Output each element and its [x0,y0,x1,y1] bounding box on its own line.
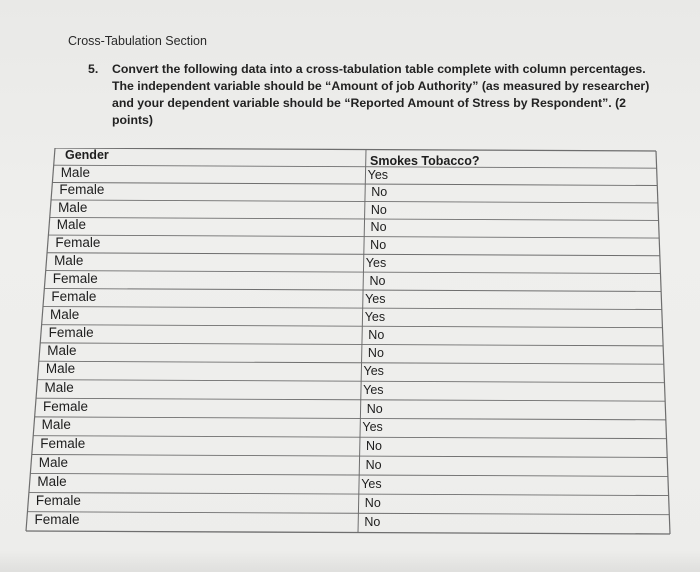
row-line [30,473,668,476]
cell-gender: Female [55,234,101,250]
cell-smokes: No [370,220,387,235]
cell-gender: Male [38,454,69,470]
row-line [47,253,660,256]
row-line [36,398,665,401]
cell-smokes: No [364,496,381,511]
row-line [35,417,666,420]
cell-gender: Male [49,306,80,322]
row-line [26,531,670,534]
cell-gender: Female [59,182,105,198]
section-title: Cross-Tabulation Section [68,34,207,48]
cell-smokes: No [367,346,384,361]
column-header-smokes: Smokes Tobacco? [370,154,480,168]
cell-smokes: No [370,237,387,252]
row-line [27,512,669,515]
question-number: 5. [88,62,99,76]
column-header-gender: Gender [65,148,109,162]
cell-gender: Male [47,343,77,359]
cell-gender: Male [45,361,76,377]
cell-gender: Male [56,217,86,233]
cell-gender: Male [58,199,88,215]
cell-gender: Male [54,252,84,268]
row-line [37,380,664,383]
table-grid [22,148,677,543]
row-line [40,343,663,346]
cell-gender: Female [34,512,80,528]
cell-smokes: No [366,401,383,416]
row-line [32,455,667,458]
cell-smokes: Yes [365,255,387,270]
cell-smokes: Yes [367,167,389,182]
row-line [29,493,669,496]
row-line [48,235,659,238]
cell-gender: Female [51,288,97,304]
cell-smokes: No [369,273,386,288]
cell-smokes: Yes [365,291,386,306]
cell-gender: Male [37,474,67,489]
cell-smokes: No [365,439,382,454]
cell-gender: Female [43,398,89,414]
cell-smokes: Yes [363,364,384,379]
cell-gender: Female [40,436,86,452]
cell-gender: Male [44,379,74,395]
cell-smokes: No [365,457,382,472]
cell-gender: Female [48,324,94,340]
row-line [44,288,661,291]
cell-gender: Male [60,164,90,180]
row-line [55,148,656,151]
question-text: Convert the following data into a cross-tabulation table complete with column percentages. The independent variable should be “Amount of job Authority” (as measured by researcher) and your dependent variable should be “Reported Amount of Stress by Respondent”. (2 points) [112,62,650,127]
cell-smokes: No [370,202,387,217]
row-line [46,271,661,274]
row-line [43,307,662,310]
cell-smokes: Yes [363,382,384,397]
question-5 [88,61,658,129]
cell-smokes: No [364,515,381,530]
cell-smokes: No [368,327,385,342]
cell-gender: Female [35,493,81,509]
row-line [50,217,659,220]
row-line [42,325,663,328]
page-shadow [0,550,700,572]
row-line [33,436,666,439]
cell-smokes: Yes [364,309,386,324]
cell-gender: Male [41,417,71,433]
row-line [54,165,657,168]
cell-smokes: Yes [362,420,383,435]
cell-gender: Female [52,270,98,286]
row-line [52,182,657,185]
cell-smokes: No [371,185,388,200]
row-line [39,361,664,364]
cell-smokes: Yes [361,477,382,491]
row-line [51,200,658,203]
data-table [22,148,677,543]
